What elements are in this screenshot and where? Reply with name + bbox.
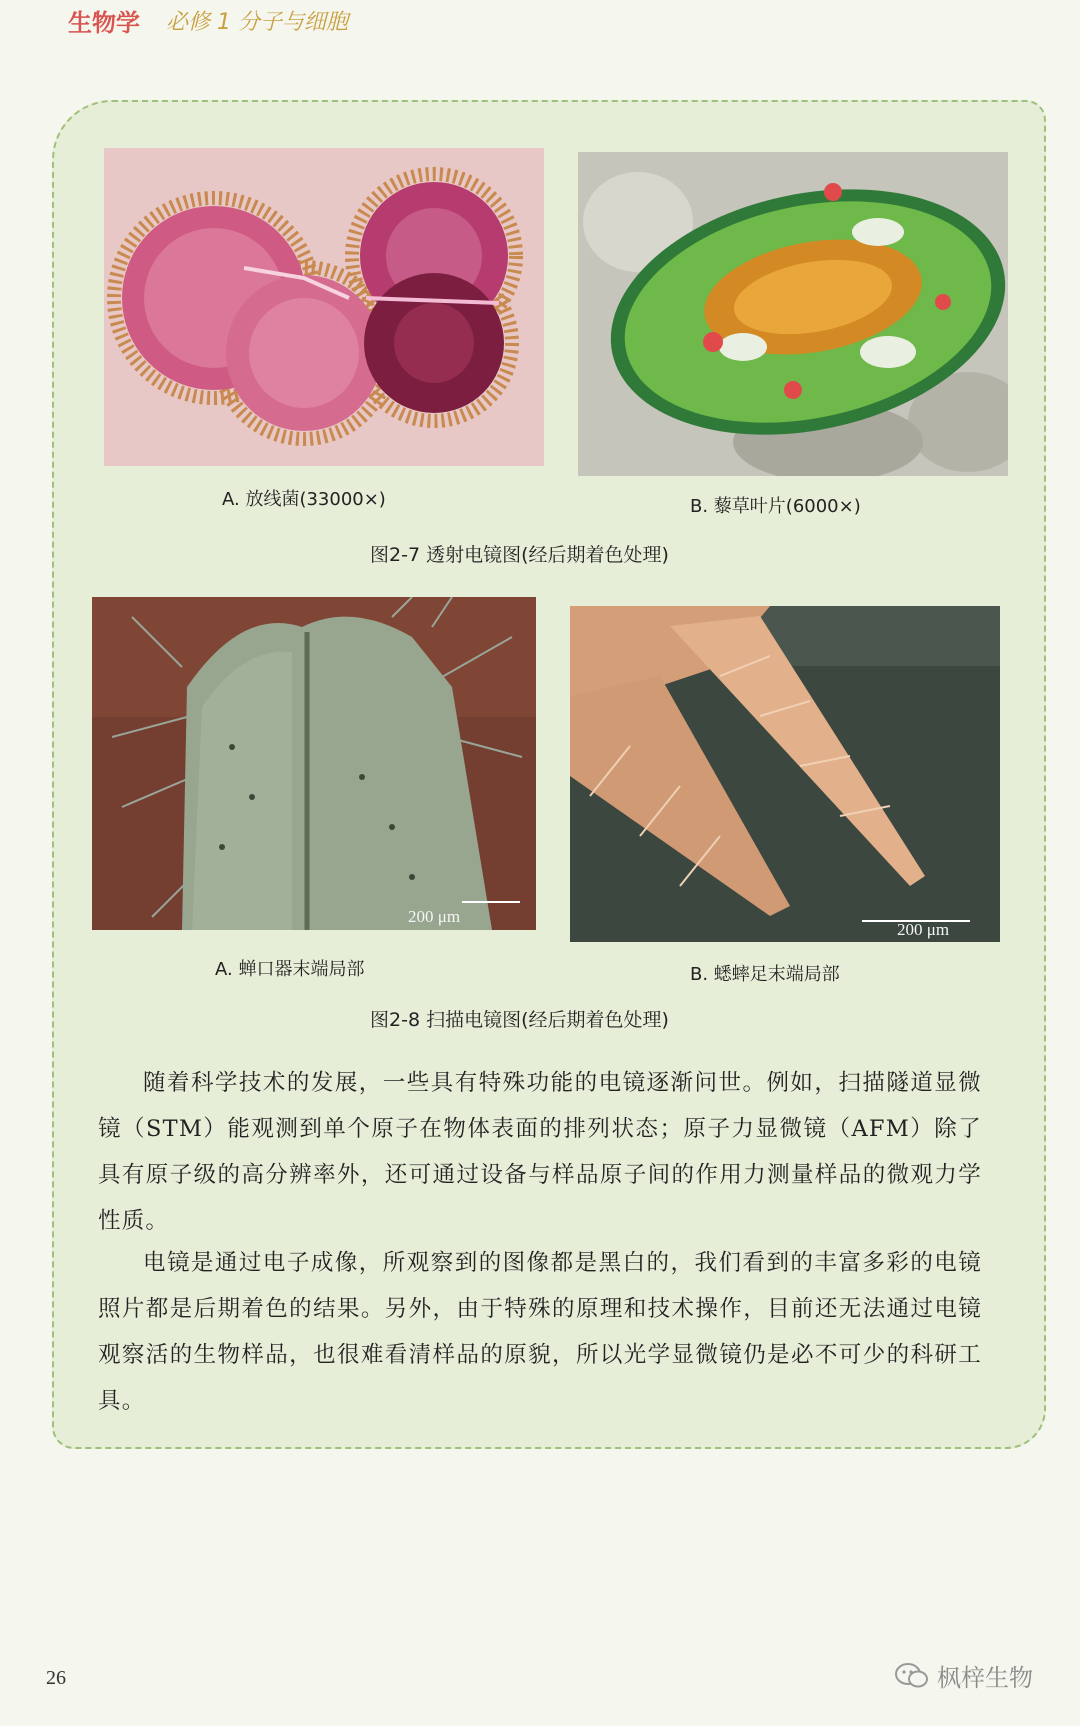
wechat-icon [895,1662,929,1690]
book-title: 必修 1 分子与细胞 [166,9,348,35]
watermark [895,1658,1033,1693]
watermark-text: 枫梓生物 [937,1664,1033,1692]
cricket-leg-image [570,606,1000,942]
cicada-mouthpart-image [92,597,536,930]
leaf-cell-image [578,152,1008,476]
page-header [68,0,348,40]
figure-2-8-b-caption: B. 蟋蟀足末端局部 [690,964,840,985]
figure-2-8-a-caption: A. 蝉口器末端局部 [215,959,365,980]
paragraph-1: 随着科学技术的发展，一些具有特殊功能的电镜逐渐问世。例如，扫描隧道显微镜（STM）能观测到单个原子在物体表面的排列状态；原子力显微镜（AFM）除了具有原子级的高分辨率外，还可通过设备与样品原子间的作用力测量样品的微观力学性质。 [98,1070,982,1234]
figure-2-8-title: 图2-8 扫描电镜图(经后期着色处理) [370,1009,669,1031]
scale-bar-label-a: 200 μm [408,907,461,926]
actinomyces-image [104,148,544,466]
figure-2-7-b-caption: B. 藜草叶片(6000×) [690,496,861,517]
figure-2-7-a-caption: A. 放线菌(33000×) [222,489,386,510]
figure-2-7-title: 图2-7 透射电镜图(经后期着色处理) [370,544,669,566]
paragraph-2: 电镜是通过电子成像，所观察到的图像都是黑白的，我们看到的丰富多彩的电镜照片都是后期着色的结果。另外，由于特殊的原理和技术操作，目前还无法通过电镜观察活的生物样品，也很难看清样品的原貌，所以光学显微镜仍是必不可少的科研工具。 [98,1250,982,1414]
subject-title: 生物学 [68,8,140,37]
scale-bar-label-b: 200 μm [897,920,950,939]
page-number: 26 [46,1667,66,1689]
